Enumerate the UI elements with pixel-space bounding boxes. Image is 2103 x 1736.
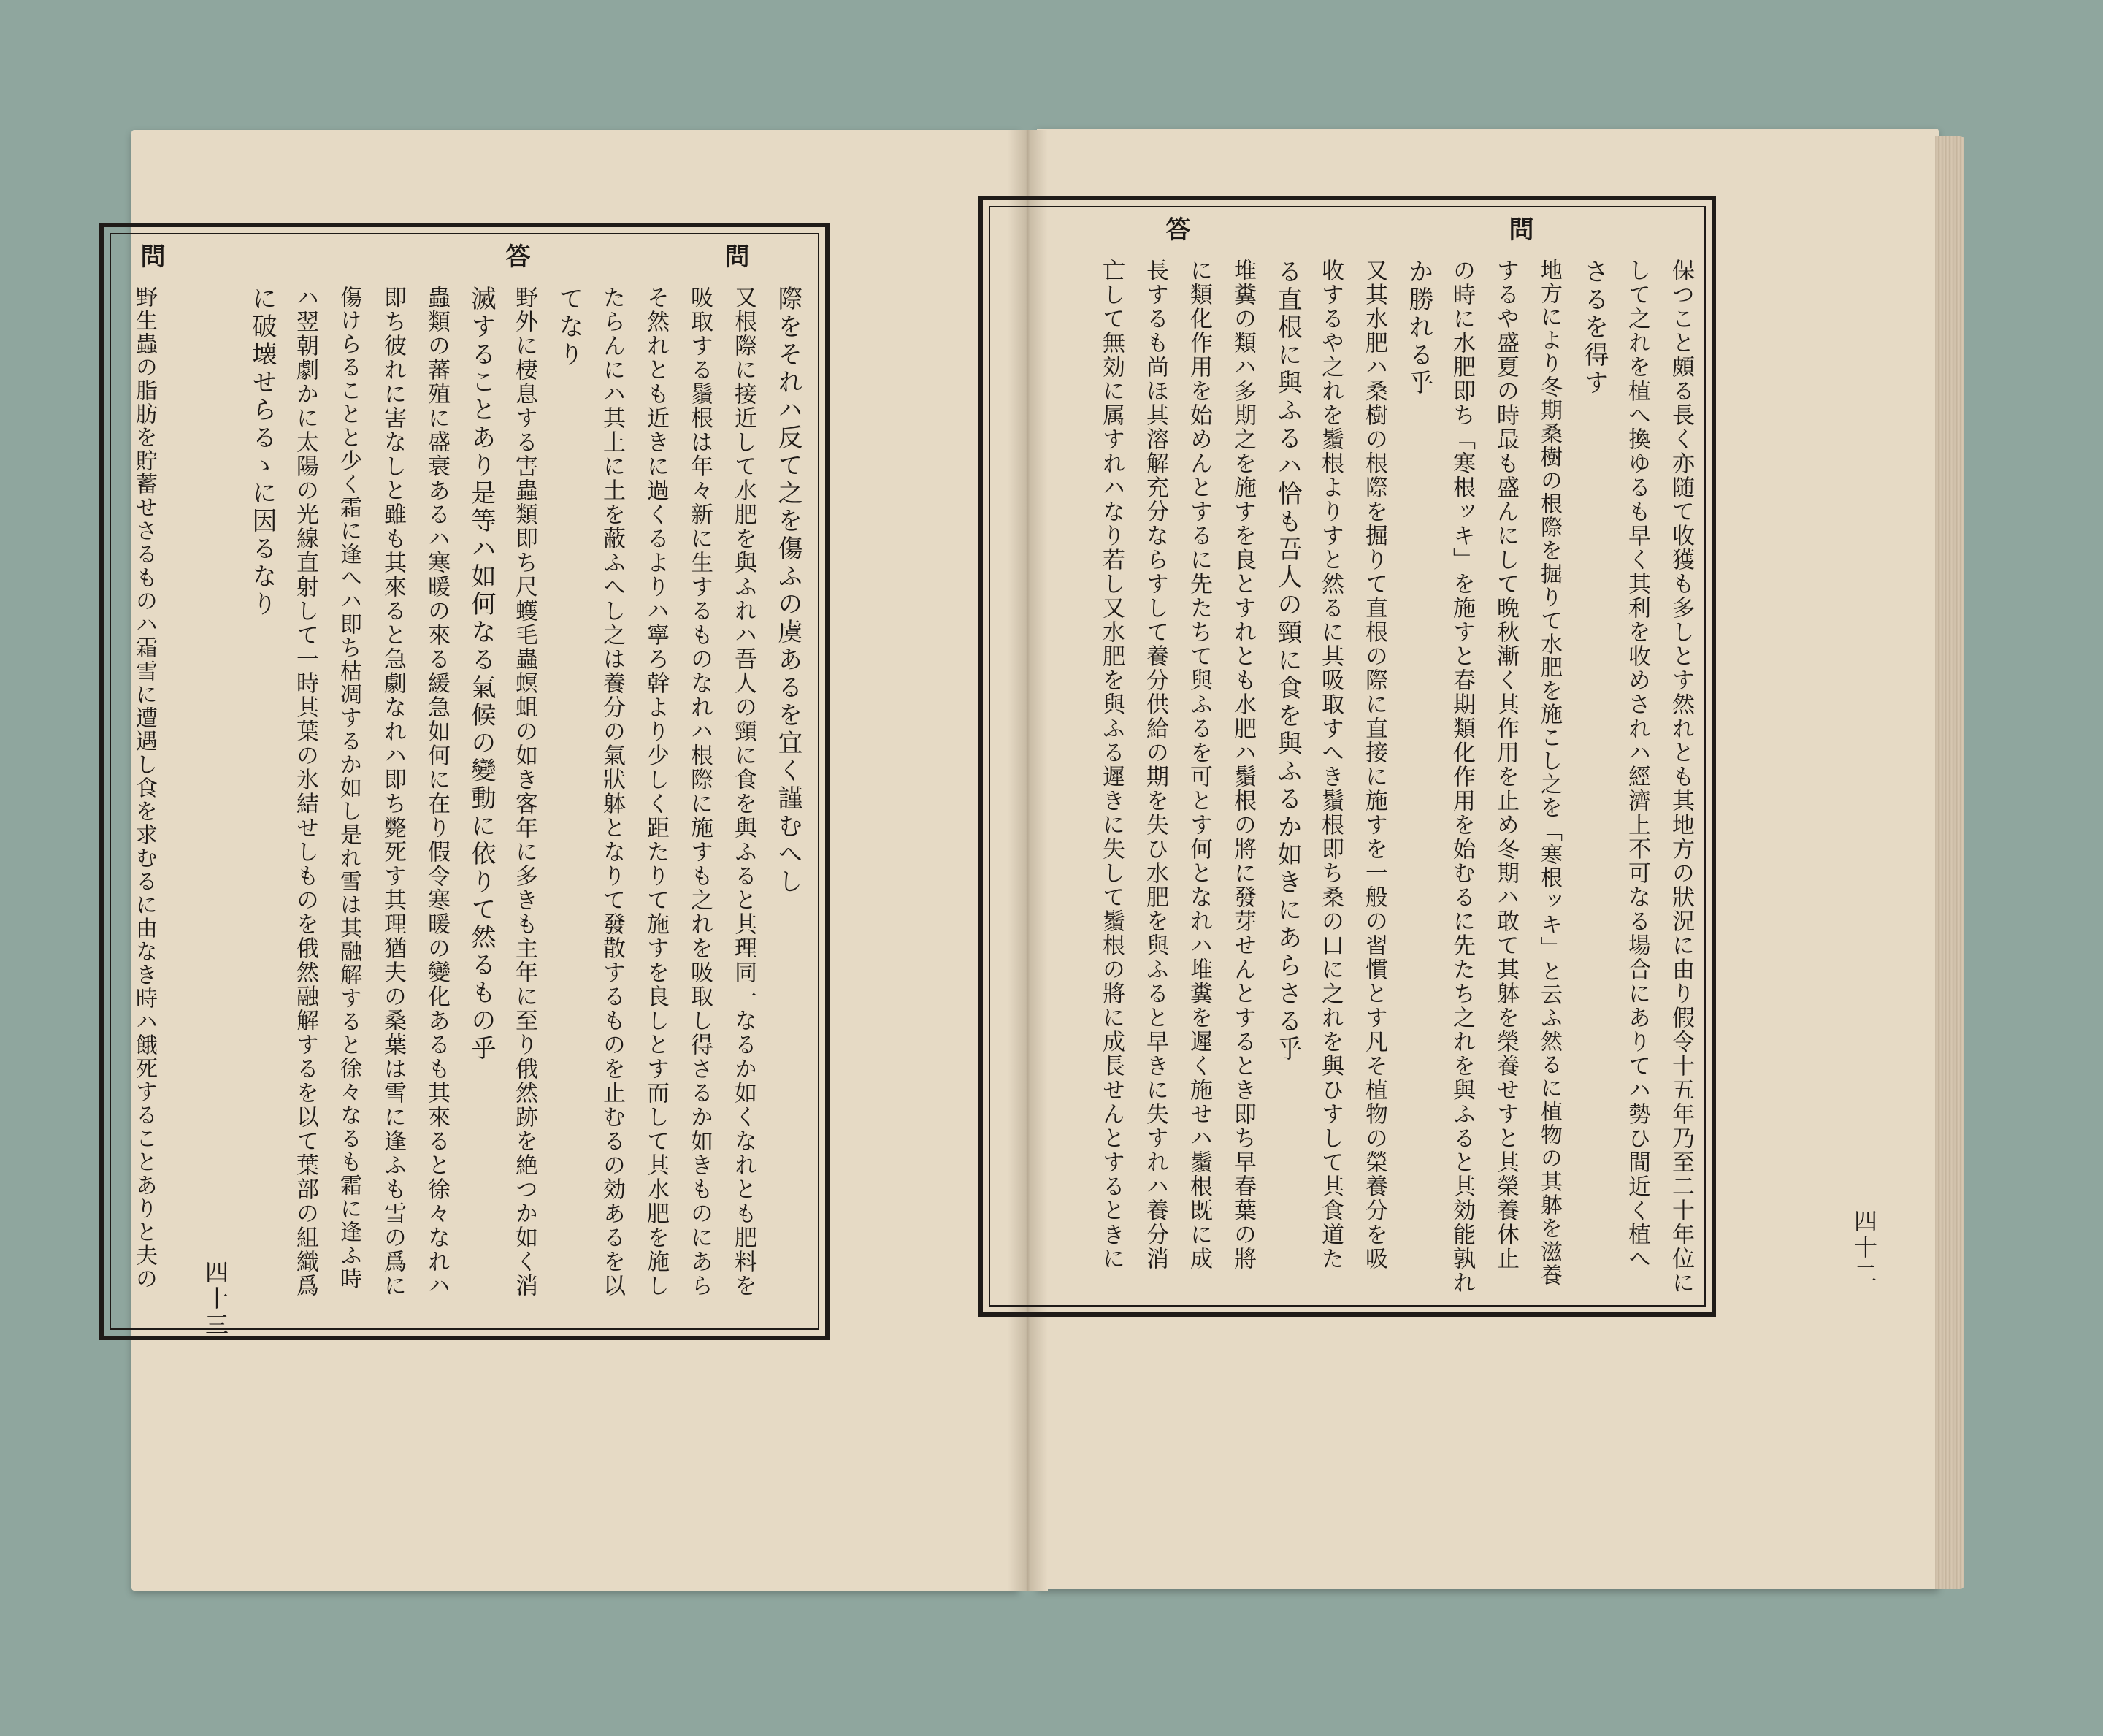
page-edges [1935, 136, 1964, 1589]
right-column-9: 收するや之れを鬚根よりすと然るに其吸取すへき鬚根即ち桑の口に之れを與ひすして其食道た [1317, 259, 1344, 1271]
left-column-8: 滅することあり是等ハ如何なる氣候の變動に依りて然るもの乎 [467, 286, 496, 1063]
left-column-4: そ然れとも近きに過くるよりハ寧ろ幹より少しく距たりて施すを良しとす而して其水肥を施し [643, 286, 669, 1298]
right-column-7: か勝れる乎 [1404, 259, 1433, 397]
right-column-8: 又其水肥ハ桑樹の根際を掘りて直根の際に直接に施すを一般の習慣とす凡そ植物の榮養分を吸 [1361, 259, 1387, 1271]
left-label-question-1: 問 [720, 243, 749, 268]
left-column-9: 蟲類の蕃殖に盛衰あるハ寒暖の來る緩急如何に在り假令寒暖の變化あるも其來ると徐々なれハ [424, 286, 450, 1298]
left-column-3: 吸取する鬚根は年々新に生するものなれハ根際に施すも之れを吸取し得さるか如きものにあら [686, 286, 713, 1298]
right-column-2: して之れを植へ換ゆるも早く其利を收めされハ經濟上不可なる場合にありてハ勢ひ間近く植へ [1624, 259, 1650, 1271]
right-column-10: る直根に與ふるハ恰も吾人の頸に食を與ふるか如きにあらさる乎 [1273, 259, 1302, 1063]
right-label-question: 問 [1504, 216, 1533, 241]
right-column-12: に類化作用を始めんとするに先たちて與ふるを可とす何となれハ堆糞を遲く施せハ鬚根既に成 [1186, 259, 1212, 1271]
right-page-number: 四十二 [1850, 1209, 1878, 1288]
right-text-frame [978, 196, 1716, 1317]
left-column-2: 又根際に接近して水肥を與ふれハ吾人の頸に食を與ふると其理同一なるか如くなれとも肥料を [730, 286, 756, 1298]
right-column-13: 長するも尚ほ其溶解充分ならすして養分供給の期を失ひ水肥を與ふると早きに失すれハ養分消 [1142, 259, 1168, 1271]
left-label-question-2: 問 [136, 243, 165, 268]
left-column-11: 傷けらることと少く霜に逢へハ即ち枯凋するか如し是れ雪は其融解すると徐々なるも霜に逢ふ時 [336, 286, 361, 1290]
right-column-5: するや盛夏の時最も盛んにして晩秋漸く其作用を止め冬期ハ敢て其躰を榮養せすと其榮養休止 [1493, 259, 1519, 1271]
left-column-10: 即ち彼れに害なしと雖も其來ると急劇なれハ即ち斃死す其理猶夫の桑葉は雪に逢ふも雪の爲に [380, 286, 406, 1298]
left-column-13: に破壊せらるゝに因るなり [248, 286, 277, 619]
left-column-5: たらんにハ其上に土を蔽ふへし之は養分の氣狀躰となりて發散するものを止むるの効あるを以 [599, 286, 625, 1298]
right-column-6: の時に水肥即ち「寒根ッキ」を施すと春期類化作用を始むるに先たち之れを與ふると其効能孰れ [1449, 259, 1475, 1295]
left-column-12: ハ翌朝劇かに太陽の光線直射して一時其葉の氷結せしものを俄然融解するを以て葉部の組織爲 [292, 286, 318, 1298]
right-column-3: さるを得す [1579, 259, 1609, 397]
left-column-6: てなり [554, 286, 583, 369]
right-column-1: 保つこと頗る長く亦随て收獲も多しとす然れとも其地方の狀況に由り假令十五年乃至二十年位に [1668, 259, 1694, 1295]
right-column-11: 堆糞の類ハ多期之を施すを良とすれとも水肥ハ鬚根の將に發芽せんとするとき即ち早春葉の將 [1230, 259, 1256, 1271]
right-label-answer: 答 [1161, 216, 1190, 241]
right-column-4: 地方により冬期桑樹の根際を掘りて水肥を施こし之を「寒根ッキ」と云ふ然るに植物の其躰を滋養 [1536, 259, 1562, 1287]
left-page-number: 四十三 [202, 1260, 229, 1339]
left-column-7: 野外に棲息する害蟲類即ち尺蠖毛蟲螟蛆の如き客年に多きも主年に至り俄然跡を絶つか如く消 [511, 286, 537, 1298]
left-column-14: 野生蟲の脂肪を貯蓄せさるものハ霜雪に遭遇し食を求むるに由なき時ハ餓死することありと夫の [131, 286, 157, 1290]
right-column-14: 亡して無効に属すれハなり若し又水肥を與ふる遲きに失して鬚根の將に成長せんとするときに [1098, 259, 1125, 1271]
left-label-answer: 答 [501, 243, 530, 268]
left-text-frame [99, 223, 830, 1340]
left-column-1: 際をそれハ反て之を傷ふの虞あるを宜く謹むへし [773, 286, 802, 896]
